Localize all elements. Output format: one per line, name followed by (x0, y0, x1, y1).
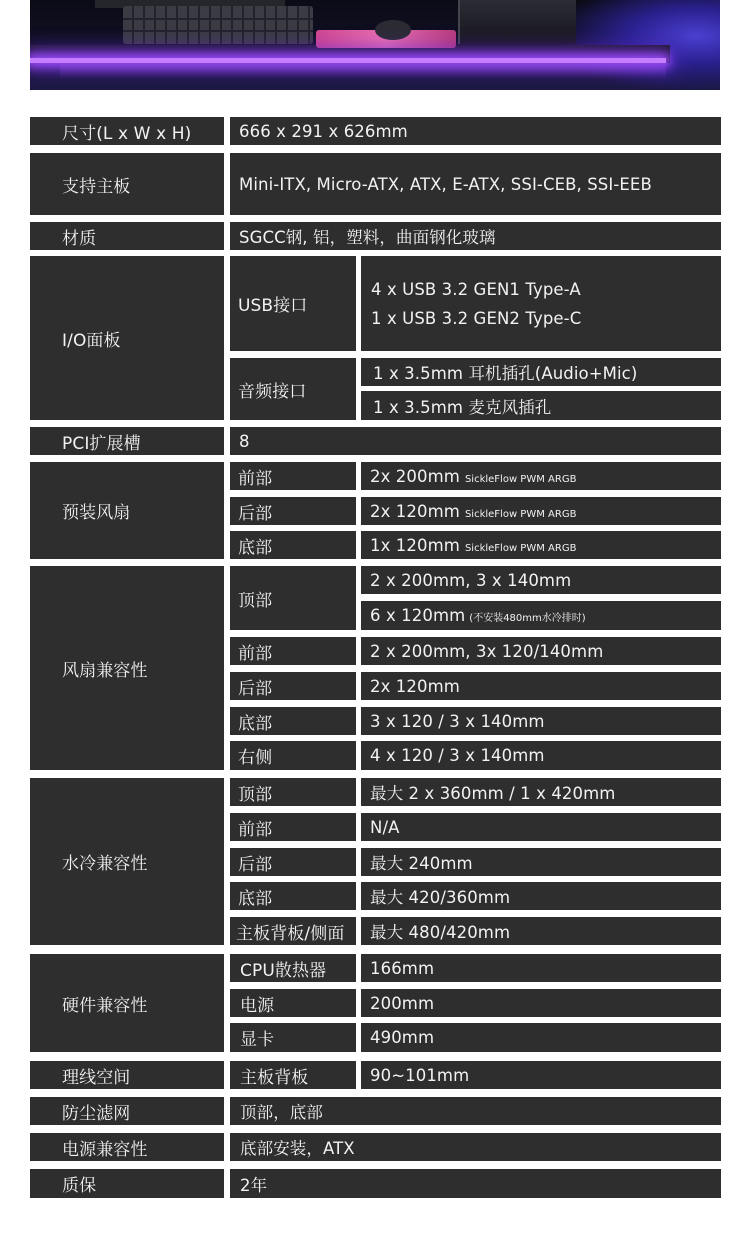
liquid-value: N/A (361, 813, 721, 841)
fan-compat-pos-label: 顶部 (230, 566, 356, 630)
io-usb-line: 1 x USB 3.2 GEN2 Type-C (371, 308, 582, 328)
fan-value-main: 2x 200mm (370, 466, 460, 486)
row-material-value: SGCC钢, 铝，塑料，曲面钢化玻璃 (230, 222, 721, 250)
row-motherboard-value: Mini-ITX, Micro-ATX, ATX, E-ATX, SSI-CEB, SSI-EEB (230, 153, 721, 215)
row-psu-value: 底部安装，ATX (230, 1133, 721, 1161)
hardware-pos-label: 电源 (230, 989, 356, 1017)
liquid-pos-label: 底部 (230, 882, 356, 910)
row-io-label: I/O面板 (30, 256, 224, 420)
liquid-value: 最大 480/420mm (361, 917, 721, 945)
fan-compat-pos-label: 后部 (230, 672, 356, 700)
io-audio-label: 音频接口 (230, 358, 356, 420)
row-preinstalled-fans-label: 预装风扇 (30, 462, 224, 559)
fan-compat-value: 2 x 200mm, 3x 120/140mm (361, 637, 721, 665)
fan-value (361, 462, 721, 490)
fan-compat-value: 2x 120mm (361, 672, 721, 700)
row-pci-value: 8 (230, 427, 721, 455)
fan-compat-pos-label: 底部 (230, 707, 356, 735)
liquid-value: 最大 240mm (361, 848, 721, 876)
io-usb-line: 4 x USB 3.2 GEN1 Type-A (371, 279, 581, 299)
row-cable-label: 理线空间 (30, 1061, 224, 1089)
hardware-pos-label: 显卡 (230, 1023, 356, 1052)
fan-compat-value: 3 x 120 / 3 x 140mm (361, 707, 721, 735)
row-warranty-value: 2年 (230, 1169, 721, 1198)
liquid-value: 最大 420/360mm (361, 882, 721, 910)
cable-pos-label: 主板背板 (230, 1061, 356, 1089)
fan-value (361, 497, 721, 525)
fan-value-model: SickleFlow PWM ARGB (464, 508, 577, 520)
fan-pos-label: 底部 (230, 531, 356, 559)
fan-compat-top-note: (不安装480mm水冷排时) (469, 613, 586, 624)
row-fan-compat-label: 风扇兼容性 (30, 566, 224, 770)
fan-pos-label: 后部 (230, 497, 356, 525)
liquid-pos-label: 前部 (230, 813, 356, 841)
fan-value-model: SickleFlow PWM ARGB (464, 473, 577, 485)
fan-compat-pos-label: 右侧 (230, 741, 356, 770)
liquid-pos-label: 顶部 (230, 778, 356, 806)
liquid-value: 最大 2 x 360mm / 1 x 420mm (361, 778, 721, 806)
fan-compat-top-value: 6 x 120mm (370, 606, 466, 625)
row-motherboard-label: 支持主板 (30, 153, 224, 215)
fan-value (361, 531, 721, 559)
row-pci-label: PCI扩展槽 (30, 427, 224, 455)
fan-value-model: SickleFlow PWM ARGB (464, 542, 577, 554)
fan-value-main: 1x 120mm (370, 535, 460, 555)
row-psu-label: 电源兼容性 (30, 1133, 224, 1161)
io-audio-line: 1 x 3.5mm 麦克风插孔 (361, 391, 721, 420)
row-dust-label: 防尘滤网 (30, 1097, 224, 1125)
liquid-pos-label: 后部 (230, 848, 356, 876)
io-usb-value (361, 256, 721, 351)
row-dust-value: 顶部，底部 (230, 1097, 721, 1125)
hardware-value: 200mm (361, 989, 721, 1017)
row-hardware-compat-label: 硬件兼容性 (30, 954, 224, 1052)
fan-compat-pos-label: 前部 (230, 637, 356, 665)
liquid-pos-label: 主板背板/侧面 (230, 917, 356, 945)
row-size-label: 尺寸(L x W x H) (30, 117, 224, 145)
row-material-label: 材质 (30, 222, 224, 250)
fan-pos-label: 前部 (230, 462, 356, 490)
hardware-pos-label: CPU散热器 (230, 954, 356, 982)
io-audio-line: 1 x 3.5mm 耳机插孔(Audio+Mic) (361, 358, 721, 386)
fan-compat-top-line: 2 x 200mm, 3 x 140mm (361, 566, 721, 594)
hardware-value: 166mm (361, 954, 721, 982)
row-size-value: 666 x 291 x 626mm (230, 117, 721, 145)
fan-value-main: 2x 120mm (370, 501, 460, 521)
hardware-value: 490mm (361, 1023, 721, 1052)
fan-compat-top-line2 (361, 601, 721, 630)
cable-value: 90~101mm (361, 1061, 721, 1089)
fan-compat-value: 4 x 120 / 3 x 140mm (361, 741, 721, 770)
row-warranty-label: 质保 (30, 1169, 224, 1198)
row-liquid-compat-label: 水冷兼容性 (30, 778, 224, 945)
io-usb-label: USB接口 (230, 256, 356, 351)
